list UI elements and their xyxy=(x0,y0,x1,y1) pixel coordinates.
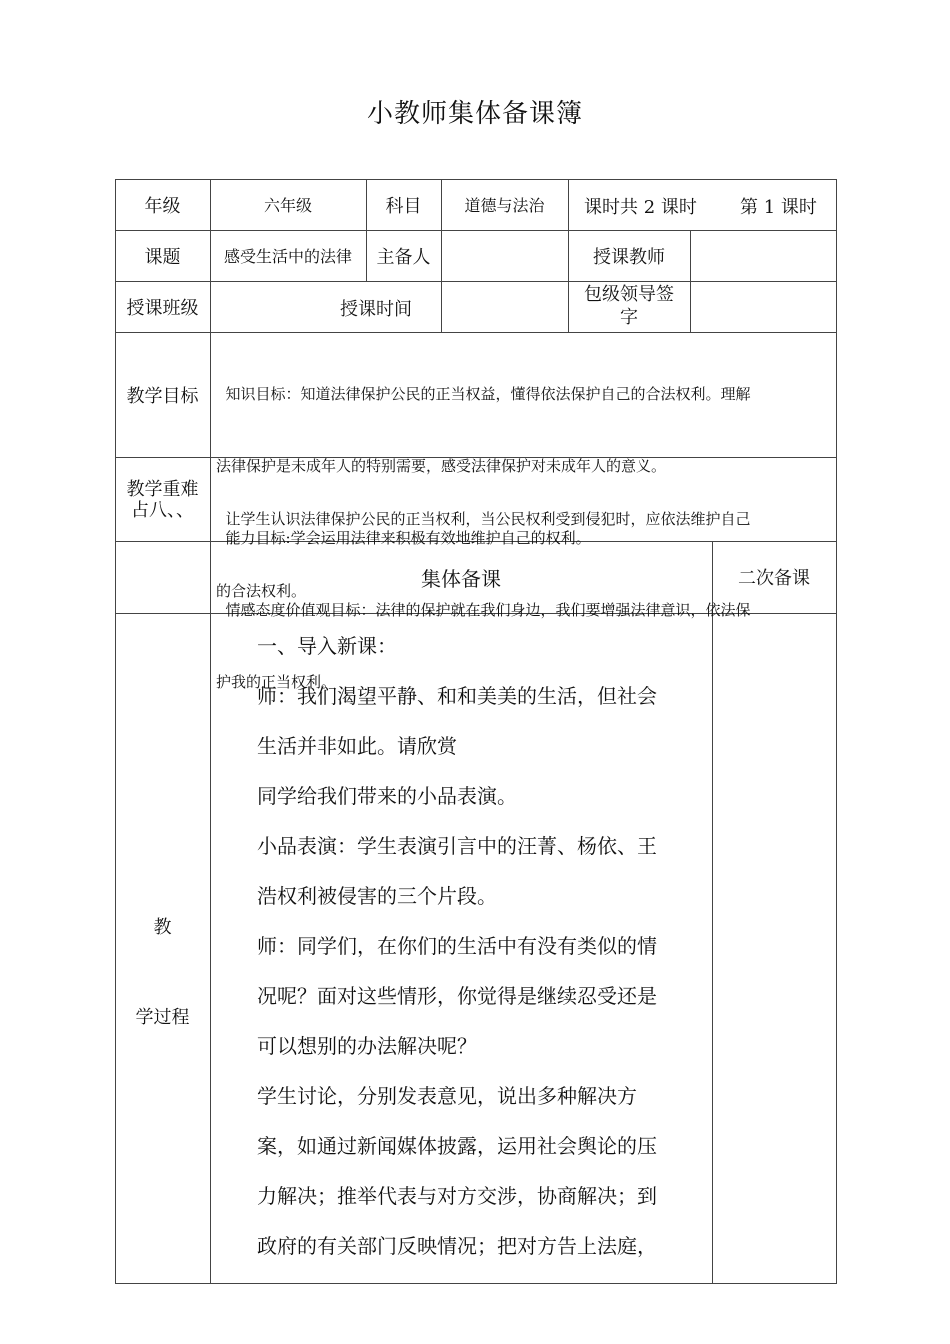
process-line: 师：同学们，在你们的生活中有没有类似的情 xyxy=(257,934,657,958)
key-points-label: 教学重难 占八、、 xyxy=(126,479,199,521)
leader-sign-label: 包级领导签 字 xyxy=(584,284,674,328)
preparer-label: 主备人 xyxy=(376,246,431,268)
process-line: 可以想别的办法解决呢？ xyxy=(257,1034,477,1058)
process-line: 师：我们渴望平静、和和美美的生活，但社会 xyxy=(257,684,657,708)
process-label-line2: 学过程 xyxy=(135,1007,190,1028)
preparer-value xyxy=(441,230,568,281)
process-line: 案，如通过新闻媒体披露，运用社会舆论的压 xyxy=(257,1134,657,1158)
topic-label: 课题 xyxy=(144,246,181,268)
teacher-label: 授课教师 xyxy=(593,246,665,268)
teacher-value xyxy=(690,230,836,281)
subject-label: 科目 xyxy=(385,195,422,217)
process-line: 况呢？面对这些情形，你觉得是继续忍受还是 xyxy=(257,984,657,1008)
secondary-prep-header: 二次备课 xyxy=(738,568,810,589)
process-text xyxy=(257,621,709,1271)
objectives-text: 知识目标：知道法律保护公民的正当权益，懂得依法保护自己的合法权利。理解 法律保护是未成年人的特别需要，感受法律保护对未成年人的意义。 能力目标:学会运用法律来积极有效地维护自己的权利。 情感态度价值观目标：法律的保护就在我们身边，我们要增强法律意识，依法保 护我的正当权利。 xyxy=(216,385,751,691)
process-line: 小品表演：学生表演引言中的汪菁、杨依、王 xyxy=(257,834,657,858)
key-points-text: 让学生认识法律保护公民的正当权利，当公民权利受到侵犯时，应依法维护自己 的合法权利。 xyxy=(216,510,751,600)
hours-current: 第 1 课时 xyxy=(740,197,817,218)
process-line: 浩权利被侵害的三个片段。 xyxy=(257,884,497,908)
process-line: 学生讨论，分别发表意见，说出多种解决方 xyxy=(257,1084,637,1108)
objectives-label: 教学目标 xyxy=(126,385,199,407)
process-label-line1: 教 xyxy=(153,917,172,938)
class-label: 授课班级 xyxy=(126,297,199,319)
process-line: 一、导入新课： xyxy=(257,634,397,658)
subject-value: 道德与法治 xyxy=(464,196,545,215)
collective-prep-header: 集体备课 xyxy=(421,566,501,591)
topic-value: 感受生活中的法律 xyxy=(223,247,352,266)
process-line: 同学给我们带来的小品表演。 xyxy=(257,784,517,808)
process-line: 政府的有关部门反映情况；把对方告上法庭， xyxy=(257,1234,657,1258)
grade-value: 六年级 xyxy=(263,196,312,215)
hours-total: 课时共 2 课时 xyxy=(584,197,697,218)
time-label: 授课时间 xyxy=(340,299,412,320)
page-title: 小教师集体备课簿 xyxy=(366,99,583,129)
process-line: 力解决；推举代表与对方交涉，协商解决；到 xyxy=(257,1184,657,1208)
process-line: 生活并非如此。请欣赏 xyxy=(257,734,457,758)
grade-label: 年级 xyxy=(144,195,181,217)
